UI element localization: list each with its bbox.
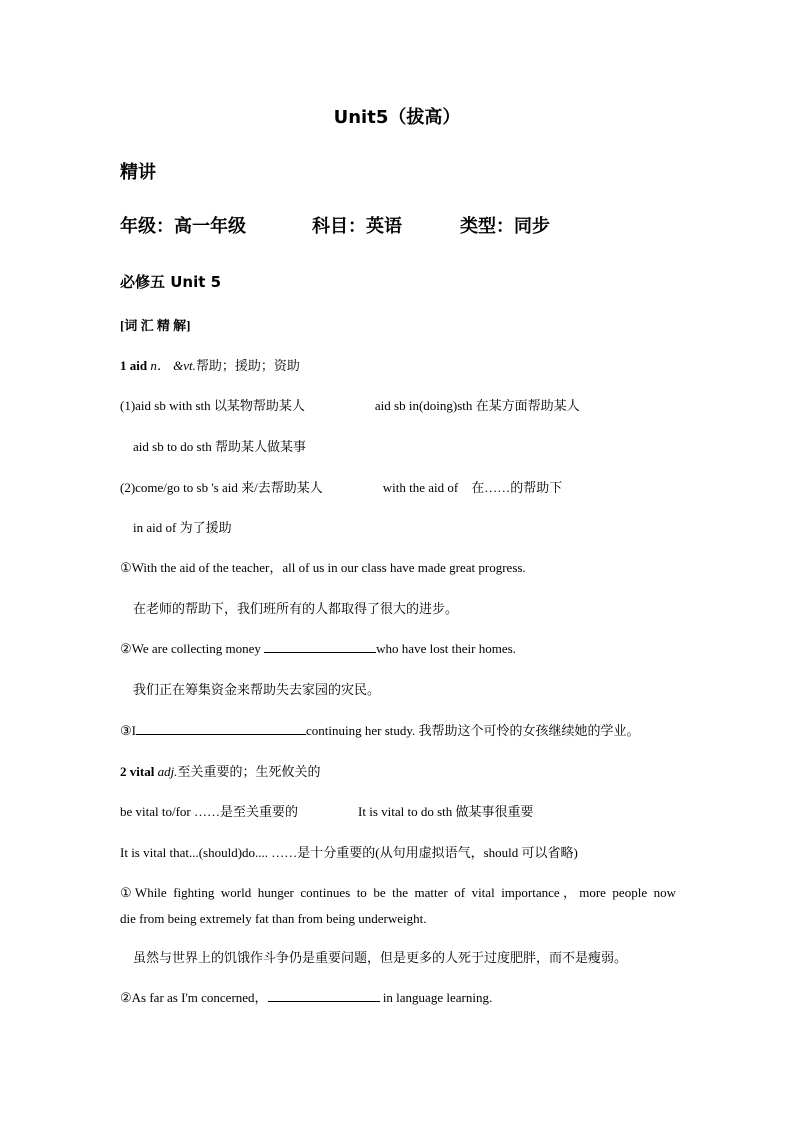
phrase-text: (2)come/go to sb 's aid 来/去帮助某人 — [120, 480, 323, 495]
example-sentence: ①With the aid of the teacher，all of us in our class have made great progress. — [120, 560, 526, 575]
section-heading: 精讲 — [120, 162, 156, 183]
phrase-text: It is vital to do sth 做某事很重要 — [358, 804, 534, 819]
phrase-text: It is vital that...(should)do.... ……是十分重要的(从句用虚拟语气，should 可以省略) — [120, 845, 578, 860]
word-headword: 2 vital — [120, 764, 155, 779]
page-title: Unit5（拔高） — [333, 107, 461, 128]
phrase-text: aid sb in(doing)sth 在某方面帮助某人 — [374, 398, 580, 413]
word-meaning: 帮助；援助；资助 — [195, 358, 300, 373]
answer-blank[interactable] — [268, 989, 380, 1002]
phrase-row — [120, 802, 534, 822]
answer-blank[interactable] — [136, 722, 306, 735]
meta-row — [120, 215, 550, 239]
example-sentence: ②As far as I'm concerned， in language learning. — [120, 990, 493, 1005]
example-sentence-cont: die from being extremely fat than from being underweight. — [120, 911, 427, 926]
phrase-text: (1)aid sb with sth 以某物帮助某人 — [120, 398, 305, 413]
word-entry-aid — [120, 356, 300, 376]
word-entry-vital — [120, 762, 320, 782]
example-sentence: ③I continuing her study. 我帮助这个可怜的女孩继续她的学业。 — [120, 723, 640, 738]
example-sentence: ①While fighting world hunger continues to be the matter of vital importance，more people now — [120, 885, 676, 900]
meta-grade: 年级：高一年级 — [120, 216, 246, 237]
phrase-text: in aid of 为了援助 — [133, 520, 232, 535]
phrase-row — [120, 478, 562, 498]
meta-type: 类型：同步 — [460, 216, 550, 237]
book-heading: 必修五 Unit 5 — [120, 273, 222, 291]
vocab-header: [词 汇 精 解] — [120, 318, 191, 333]
example-translation: 我们正在筹集资金来帮助失去家园的灾民。 — [133, 682, 381, 697]
meta-subject: 科目：英语 — [312, 216, 402, 237]
example-sentence: ②We are collecting money who have lost their homes. — [120, 641, 516, 656]
word-pos: adj. — [157, 764, 178, 779]
phrase-row — [120, 396, 580, 416]
word-pos-2: &vt. — [173, 358, 196, 373]
phrase-text: with the aid of 在……的帮助下 — [382, 480, 563, 495]
word-meaning: 至关重要的；生死攸关的 — [177, 764, 321, 779]
word-headword: 1 aid — [120, 358, 148, 373]
example-translation: 虽然与世界上的饥饿作斗争仍是重要问题，但是更多的人死于过度肥胖，而不是瘦弱。 — [133, 950, 628, 965]
phrase-text: be vital to/for ……是至关重要的 — [120, 804, 299, 819]
word-pos: n． — [150, 358, 170, 373]
answer-blank[interactable] — [264, 640, 376, 653]
example-translation: 在老师的帮助下，我们班所有的人都取得了很大的进步。 — [133, 601, 459, 616]
phrase-text: aid sb to do sth 帮助某人做某事 — [133, 439, 306, 454]
